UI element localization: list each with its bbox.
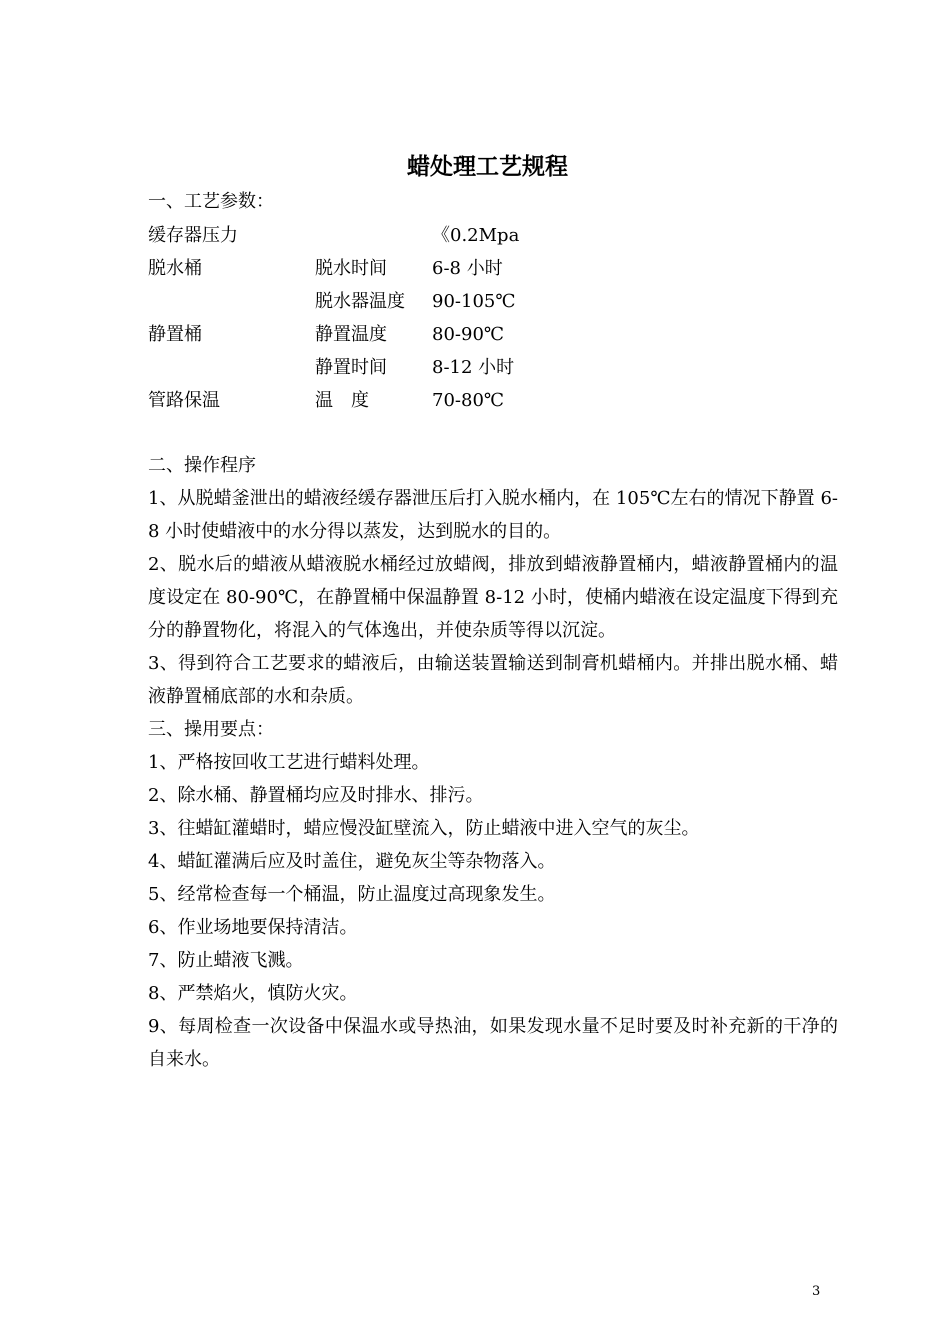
section-2-heading: 二、操作程序 — [148, 455, 256, 476]
param-item: 脱水桶 — [148, 258, 202, 279]
param-value: 70-80℃ — [432, 390, 505, 411]
section-1-heading: 一、工艺参数： — [148, 191, 274, 212]
key-point-item: 1、严格按回收工艺进行蜡料处理。 — [148, 752, 430, 773]
param-value: 80-90℃ — [432, 324, 505, 345]
key-point-item: 8、严禁焰火，慎防火灾。 — [148, 983, 358, 1004]
param-name: 静置温度 — [315, 324, 387, 345]
document-title: 蜡处理工艺规程 — [407, 153, 568, 180]
key-point-item: 7、防止蜡液飞溅。 — [148, 950, 304, 971]
page-number: 3 — [812, 1284, 821, 1299]
param-name: 脱水器温度 — [315, 291, 405, 312]
procedure-body — [148, 449, 838, 1076]
procedure-paragraph: 1、从脱蜡釜泄出的蜡液经缓存器泄压后打入脱水桶内，在 105℃左右的情况下静置 6-8 小时使蜡液中的水分得以蒸发，达到脱水的目的。 — [148, 488, 838, 542]
param-value: 《0.2Mpa — [432, 225, 520, 246]
param-item: 缓存器压力 — [148, 225, 238, 246]
key-point-item: 5、经常检查每一个桶温，防止温度过高现象发生。 — [148, 884, 556, 905]
param-name: 脱水时间 — [315, 258, 387, 279]
key-point-item: 4、蜡缸灌满后应及时盖住，避免灰尘等杂物落入。 — [148, 851, 556, 872]
key-point-item: 2、除水桶、静置桶均应及时排水、排污。 — [148, 785, 484, 806]
param-value: 6-8 小时 — [432, 258, 503, 279]
param-name: 温 度 — [315, 390, 369, 411]
key-point-item: 3、往蜡缸灌蜡时，蜡应慢没缸壁流入，防止蜡液中进入空气的灰尘。 — [148, 818, 700, 839]
param-value: 90-105℃ — [432, 291, 516, 312]
param-name: 静置时间 — [315, 357, 387, 378]
key-point-item: 9、每周检查一次设备中保温水或导热油，如果发现水量不足时要及时补充新的干净的自来水。 — [148, 1016, 838, 1070]
param-item: 静置桶 — [148, 324, 202, 345]
procedure-paragraph: 2、脱水后的蜡液从蜡液脱水桶经过放蜡阀，排放到蜡液静置桶内，蜡液静置桶内的温度设定在 80-90℃，在静置桶中保温静置 8-12 小时，使桶内蜡液在设定温度下得到充分的静置物化，将混入的气体逸出，并使杂质等得以沉淀。 — [148, 554, 838, 641]
key-point-item: 6、作业场地要保持清洁。 — [148, 917, 358, 938]
section-3-heading: 三、操用要点： — [148, 719, 274, 740]
param-item: 管路保温 — [148, 390, 220, 411]
procedure-paragraph: 3、得到符合工艺要求的蜡液后，由输送装置输送到制膏机蜡桶内。并排出脱水桶、蜡液静置桶底部的水和杂质。 — [148, 653, 838, 707]
param-value: 8-12 小时 — [432, 357, 515, 378]
